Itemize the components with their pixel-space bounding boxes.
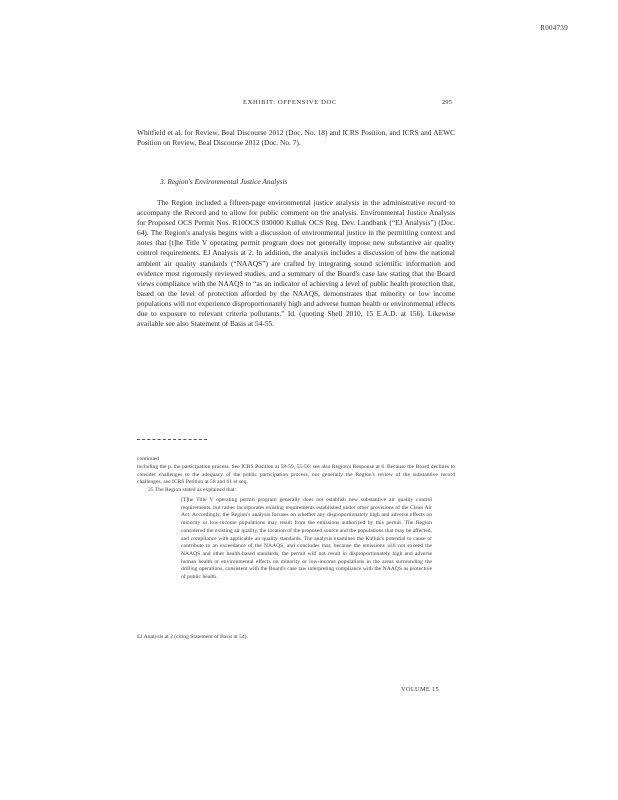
- footnote-block-quote: [T]he Title V operating permit program generally does not establish new substantive air quality control requirements, but rather incorporates existing requirements established under other provisions of the Clean Air Act. Accordingly, the Region's analysis focuses on whether any disproportionately high and adverse effects on minority or low-income populations may result from the emissions authorized by this permit. The Region considered the existing air quality, the location of the proposed source and the populations that may be affected, and compliance with applicable air quality standards. The analysis examines the Kulluk's potential to cause or contribute to an exceedance of the NAAQS, and concludes that, because the emissions will not exceed the NAAQS and other health-based standards, the permit will not result in disproportionately high and adverse human health or environmental effects on minority or low-income populations in the areas surrounding the drilling operations, consistent with the Board's case law interpreting compliance with the NAAQS as protective of public health.: [181, 497, 432, 581]
- paragraph-top: Whitfield et al. for Review, Beal Discourse 2012 (Doc. No. 18) and ICRS Position, and ICRS and AEWC Position on Review, Beal Discourse 2012 (Doc. No. 7).: [137, 128, 455, 148]
- footnote-continued-label: continued: [137, 456, 160, 462]
- footer-volume: VOLUME 15: [401, 686, 440, 693]
- section-heading: 3. Region's Environmental Justice Analysis: [160, 177, 288, 186]
- footnote-citation: EJ Analysis at 2 (citing Statement of Basis at 54).: [137, 634, 248, 640]
- page-number: 295: [442, 99, 452, 106]
- footnote-divider: [137, 439, 207, 440]
- running-head-title: EXHIBIT: OFFENSIVE DOC: [243, 99, 337, 106]
- footnote-continued-text: including the p. the participation process. See ICRS Position at 58-59, 55-56; see also Region's Response at 6. Because the Board declines to consider challenges to the adequacy of the public participation process, nor generally the Region's review of the substantive record challenges, see ICRS Petition at 58 and 61 et seq.: [137, 464, 455, 486]
- footnote-lead: 25 The Region stated as explained that:: [148, 487, 237, 493]
- paragraph-main: The Region included a fifteen-page environmental justice analysis in the administrative record to accompany the Record and to allow for public comment on the analysis. Environmental Justice Analysis for Proposed OCS Permit Nos. R10OCS 030000 Kulluk OCS Reg. Dev. Landbank (“EJ Analysis”) (Doc. 64). The Region's analysis begins with a discussion of environmental justice in the permitting context and notes that [t]he Title V operating permit program does not generally impose new substantive air quality control requirements. EJ Analysis at 2. In addition, the analysis includes a discussion of how the national ambient air quality standards (“NAAQS”) are crafted by integrating sound scientific information and evidence most rigorously reviewed studies, and a summary of the Board's case law stating that the Board views compliance with the NAAQS to “as an indicator of achieving a level of public health protection that, based on the level of protection afforded by the NAAQS, demonstrates that minority or low income populations will not experience disproportionately high and adverse human health or environmental effects due to exposure to relevant criteria pollutants.” Id. (quoting Shell 2010, 15 E.A.D. at 156). Likewise available see also Statement of Basis at 54-55.: [137, 198, 455, 329]
- bates-number: R004739: [540, 24, 568, 32]
